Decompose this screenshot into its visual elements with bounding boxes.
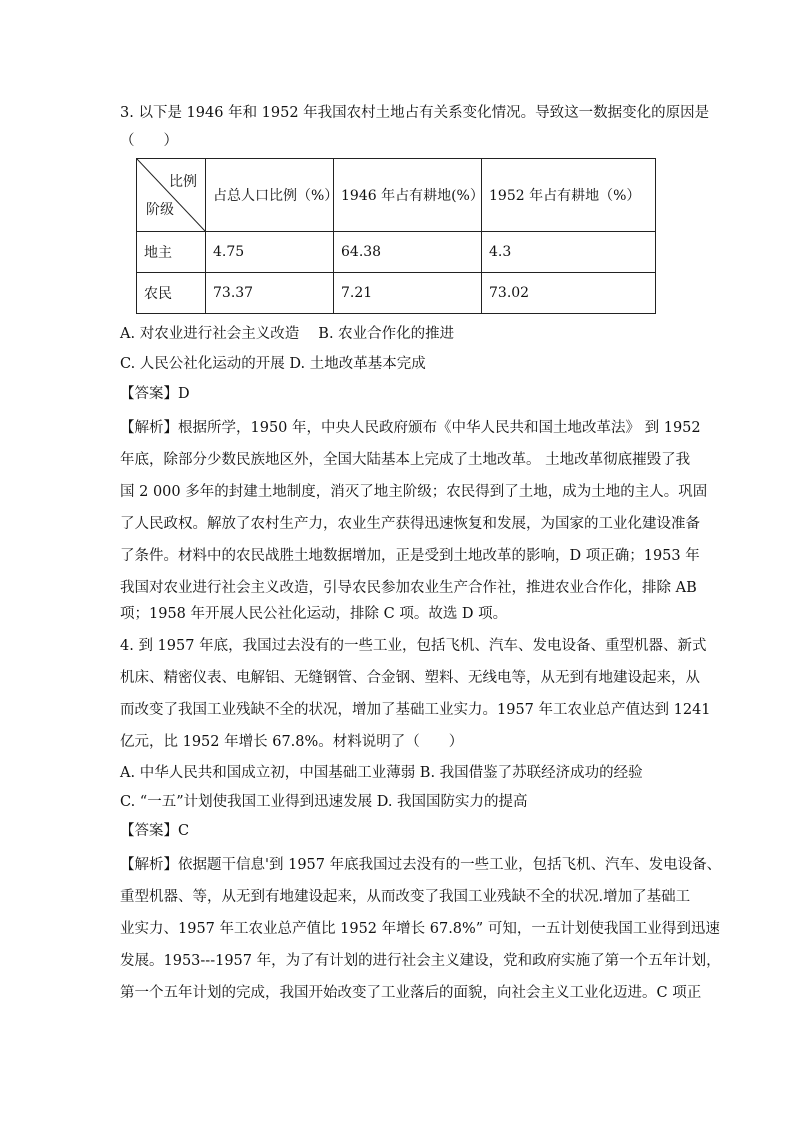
table-header-row [137,159,656,232]
q3-analysis-line: 项；1958 年开展人民公社化运动，排除 C 项。故选 D 项。 [120,606,508,622]
q4-option-line: A. 中华人民共和国成立初，中国基础工业薄弱 B. 我国借鉴了苏联经济成功的经验 [120,765,643,781]
q3-analysis-line: 国 2 000 多年的封建土地制度，消灭了地主阶级；农民得到了土地，成为土地的主人。巩固 [120,484,708,500]
q4-analysis-line: 【解析】依据题干信息'到 1957 年底我国过去没有的一些工业，包括飞机、汽车、发电设备、 [120,857,722,873]
table-row [137,232,656,273]
q3-analysis-line: 年底，除部分少数民族地区外，全国大陆基本上完成了土地改革。 土地改革彻底摧毁了我 [120,452,691,468]
q4-stem-line: 亿元，比 1952 年增长 67.8%。材料说明了（ ） [120,734,464,750]
q4-analysis-line: 第一个五年计划的完成，我国开始改变了工业落后的面貌，向社会主义工业化迈进。C 项正 [120,985,702,1001]
table-row-label: 农民 [137,273,206,314]
q4-analysis-line: 发展。1953---1957 年，为了有计划的进行社会主义建设，党和政府实施了第一个五年计划， [120,953,721,969]
table-corner-cell [137,159,206,232]
q3-answer: 【答案】D [120,386,190,402]
q3-analysis-line: 我国对农业进行社会主义改造，引导农民参加农业生产合作社，推进农业合作化，排除 AB [120,580,697,596]
corner-top-label: 比例 [169,174,197,190]
table-row-label: 地主 [137,232,206,273]
q3-option-line: C. 人民公社化运动的开展 D. 土地改革基本完成 [120,356,426,372]
table-cell: 4.75 [206,232,334,273]
table-cell: 4.3 [482,232,656,273]
q3-stem: 3. 以下是 1946 年和 1952 年我国农村土地占有关系变化情况。导致这一数据变化的原因是 [120,105,710,121]
q3-analysis-line: 了人民政权。解放了农村生产力，农业生产获得迅速恢复和发展，为国家的工业化建设准备 [120,516,700,532]
table-header-cell: 1952 年占有耕地（%） [482,159,656,232]
q4-stem-line: 而改变了我国工业残缺不全的状况，增加了基础工业实力。1957 年工农业总产值达到 1241 [120,702,711,718]
table-header-cell: 占总人口比例（%） [206,159,334,232]
q4-stem-line: 4. 到 1957 年底，我国过去没有的一些工业，包括飞机、汽车、发电设备、重型机器、新式 [120,638,707,654]
q3-analysis-line: 【解析】根据所学，1950 年，中央人民政府颁布《中华人民共和国土地改革法》 到 1952 [120,420,701,436]
table-row [137,273,656,314]
q4-answer: 【答案】C [120,823,190,839]
table-header-cell: 1946 年占有耕地(%） [334,159,482,232]
q3-analysis-line: 了条件。材料中的农民战胜土地数据增加，正是受到土地改革的影响，D 项正确；1953 年 [120,548,700,564]
q3-option-line: A. 对农业进行社会主义改造 B. 农业合作化的推进 [120,326,455,342]
table-cell: 73.02 [482,273,656,314]
table-cell: 7.21 [334,273,482,314]
q4-stem-line: 机床、精密仪表、电解铝、无缝钢管、合金钢、塑料、无线电等，从无到有地建设起来，从 [120,670,700,686]
q4-analysis-line: 业实力、1957 年工农业总产值比 1952 年增长 67.8%” 可知，一五计划使我国工业得到迅速 [120,921,720,937]
q4-option-line: C. “一五”计划使我国工业得到迅速发展 D. 我国国防实力的提高 [120,794,528,810]
diagonal-line [137,159,205,231]
corner-bottom-label: 阶级 [146,202,174,218]
q3-answer-paren: （ ） [120,133,178,149]
land-table [136,158,656,314]
table-cell: 73.37 [206,273,334,314]
table-cell: 64.38 [334,232,482,273]
q4-analysis-line: 重型机器、等，从无到有地建设起来，从而改变了我国工业残缺不全的状况.增加了基础工 [120,889,691,905]
